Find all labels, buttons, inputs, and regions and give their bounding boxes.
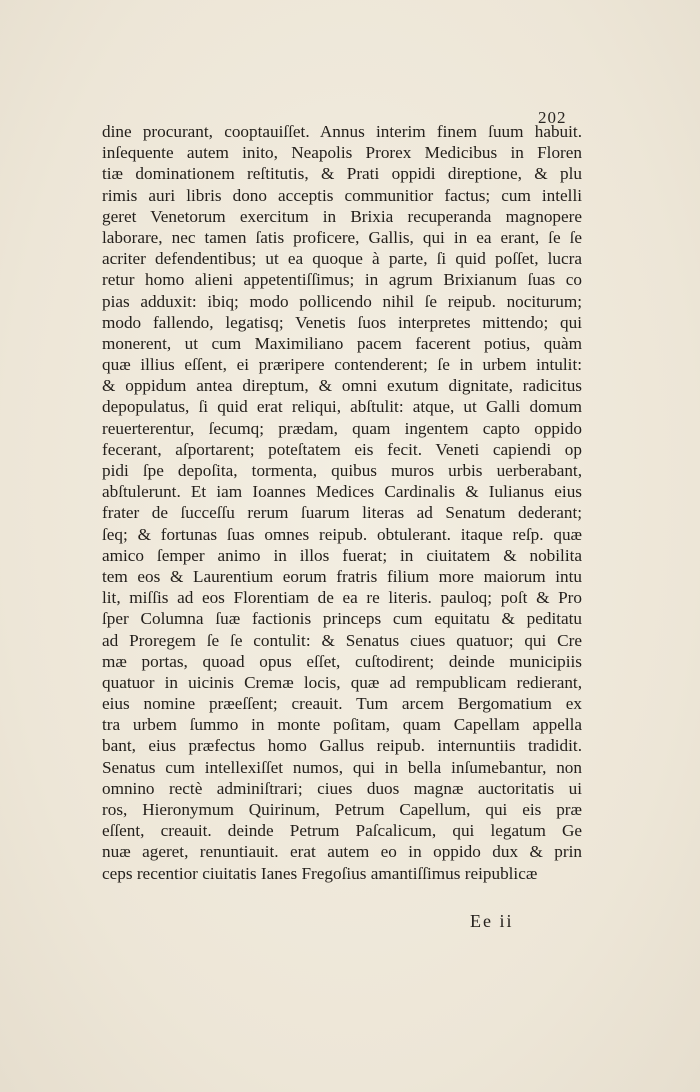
text-line: nuæ ageret, renuntiauit. erat autem eo in oppido dux & prin <box>102 842 582 862</box>
text-line: rimis auri libris dono acceptis communitior factus; cum intelli <box>102 185 582 205</box>
body-text <box>102 121 582 884</box>
text-line: mæ portas, quoad opus eſſet, cuſtodirent; deinde municipiis <box>102 651 582 671</box>
text-line: reuerterentur, ſecumq; prædam, quam ingentem capto oppido <box>102 418 582 438</box>
text-line: pias adduxit: ibiq; modo pollicendo nihil ſe reipub. nociturum; <box>102 291 582 311</box>
text-line: abſtulerunt. Et iam Ioannes Medices Cardinalis & Iulianus eius <box>102 482 582 502</box>
text-line: eſſent, creauit. deinde Petrum Paſcalicum, qui legatum Ge <box>102 821 582 841</box>
text-line: fecerant, aſportarent; poteſtatem eis fecit. Veneti capiendi op <box>102 439 582 459</box>
text-line: quæ illius eſſent, ei præripere contenderent; ſe in urbem intulit: <box>102 355 582 375</box>
text-line: tiæ dominationem reſtitutis, & Prati oppidi direptione, & plu <box>102 164 582 184</box>
signature-mark: Ee ii <box>470 911 514 931</box>
text-line: frater de ſucceſſu rerum ſuarum literas ad Senatum dederant; <box>102 503 582 523</box>
text-line: omnino rectè adminiſtrari; ciues duos magnæ auctoritatis ui <box>102 778 582 798</box>
text-line: ad Proregem ſe ſe contulit: & Senatus ciues quatuor; qui Cre <box>102 630 582 650</box>
text-line: ſeq; & fortunas ſuas omnes reipub. obtulerant. itaque reſp. quæ <box>102 524 582 544</box>
text-line: ros, Hieronymum Quirinum, Petrum Capellum, qui eis præ <box>102 800 582 819</box>
text-line: inſequente autem inito, Neapolis Prorex Medicibus in Floren <box>102 143 582 163</box>
text-line: tra urbem ſummo in monte poſitam, quam Capellam appella <box>102 715 582 735</box>
text-line: modo fallendo, legatisq; Venetis ſuos interpretes mittendo; qui <box>102 312 582 332</box>
text-line: lit, miſſis ad eos Florentiam de ea re literis. pauloq; poſt & Pro <box>102 588 582 608</box>
text-line: laborare, nec tamen ſatis proficere, Gallis, qui in ea erant, ſe ſe <box>102 227 582 247</box>
text-line: geret Venetorum exercitum in Brixia recuperanda magnopere <box>102 206 582 226</box>
text-line: monerent, ut cum Maximiliano pacem facerent potius, quàm <box>102 333 582 353</box>
text-line: ſper Columna ſuæ factionis princeps cum equitatu & peditatu <box>102 609 582 629</box>
text-line: bant, eius præfectus homo Gallus reipub. internuntiis tradidit. <box>102 736 582 756</box>
text-line: pidi ſpe depoſita, tormenta, quibus muros urbis uerberabant, <box>102 461 582 480</box>
text-line: amico ſemper animo in illos fuerat; in ciuitatem & nobilita <box>102 545 582 565</box>
text-line: dine procurant, cooptauiſſet. Annus interim finem ſuum habuit. <box>102 122 582 141</box>
text-line: Senatus cum intellexiſſet numos, qui in bella inſumebantur, non <box>102 757 582 777</box>
text-line: eius nomine præeſſent; creauit. Tum arcem Bergomatium ex <box>102 694 582 714</box>
text-line: & oppidum antea direptum, & omni exutum dignitate, radicitus <box>102 376 582 396</box>
text-line: tem eos & Laurentium eorum fratris filium more maiorum intu <box>102 566 582 586</box>
text-line: quatuor in uicinis Cremæ locis, quæ ad rempublicam redierant, <box>102 672 582 692</box>
text-line: retur homo alieni appetentiſſimus; in agrum Brixianum ſuas co <box>102 270 582 290</box>
text-line: acriter defendentibus; ut ea quoque à parte, ſi quid poſſet, lucra <box>102 249 582 269</box>
text-line: depopulatus, ſi quid erat reliqui, abſtulit: atque, ut Galli domum <box>102 397 582 417</box>
page-number: 202 <box>538 108 567 127</box>
text-line: ceps recentior ciuitatis Ianes Fregoſius amantiſſimus reipublicæ <box>102 863 538 883</box>
